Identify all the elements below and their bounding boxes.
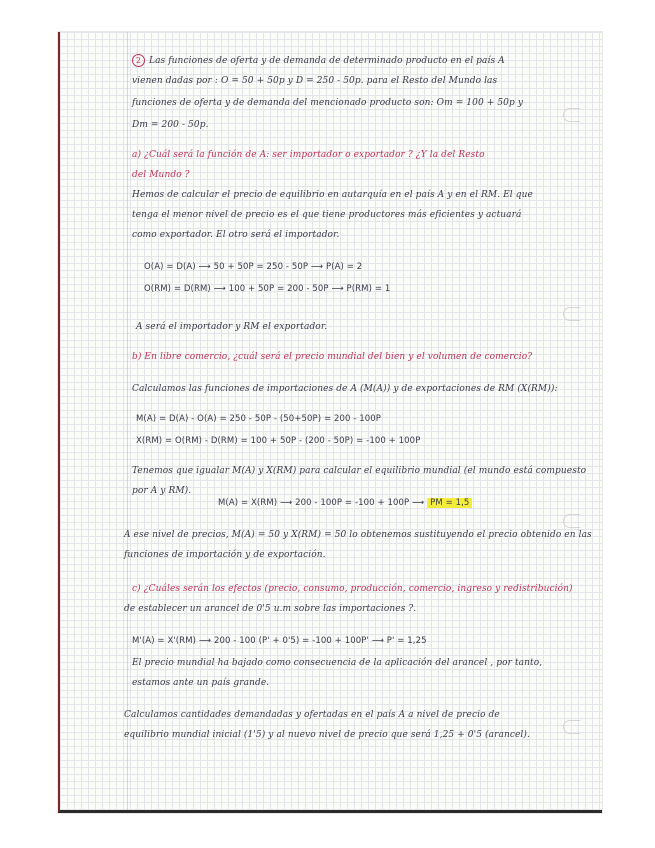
- part-c-text1-line-2: estamos ante un país grande.: [132, 678, 270, 688]
- problem-intro-line-1: 2 Las funciones de oferta y de demanda de determinado producto en el país A: [132, 54, 505, 67]
- part-a-answer-line-3: como exportador. El otro será el importador.: [132, 230, 340, 240]
- binder-hole: [563, 307, 580, 321]
- binder-hole: [563, 720, 580, 734]
- part-c-question-line-1: c) ¿Cuáles serán los efectos (precio, consumo, producción, comercio, ingreso y redistribución): [132, 584, 573, 594]
- problem-intro-line-3: funciones de oferta y de demanda del mencionado producto son: Om = 100 + 50p y: [132, 98, 523, 108]
- part-b-text1-line-2: por A y RM).: [132, 486, 192, 496]
- part-b-text2-line-1: A ese nivel de precios, M(A) = 50 y X(RM) = 50 lo obtenemos sustituyendo el precio obtenido en las: [124, 530, 592, 540]
- part-c-question-line-2: de establecer un arancel de 0'5 u.m sobre las importaciones ?.: [124, 604, 417, 614]
- problem-intro-line-2: vienen dadas por : O = 50 + 50p y D = 250 - 50p. para el Resto del Mundo las: [132, 76, 498, 86]
- part-a-answer-line-1: Hemos de calcular el precio de equilibrio en autarquía en el país A y en el RM. El que: [132, 190, 533, 200]
- part-b-text1-line-1: Tenemos que igualar M(A) y X(RM) para calcular el equilibrio mundial (el mundo está compuesto: [132, 466, 587, 476]
- part-a-conclusion: A será el importador y RM el exportador.: [136, 322, 328, 332]
- binder-hole: [563, 108, 580, 122]
- margin-line: [127, 32, 128, 810]
- part-b-equation-3: M(A) = X(RM) ⟶ 200 - 100P = -100 + 100P ⟶ PM = 1,5: [218, 498, 472, 508]
- notebook-page: [58, 32, 602, 813]
- problem-intro-line-4: Dm = 200 - 50p.: [132, 120, 209, 130]
- part-a-question-line-2: del Mundo ?: [132, 170, 190, 180]
- part-b-intro: Calculamos las funciones de importaciones de A (M(A)) y de exportaciones de RM (X(RM)):: [132, 384, 558, 394]
- part-b-equation-1: M(A) = D(A) - O(A) = 250 - 50P - (50+50P) = 200 - 100P: [136, 414, 382, 424]
- part-b-question: b) En libre comercio, ¿cuál será el precio mundial del bien y el volumen de comercio?: [132, 352, 533, 362]
- binder-hole: [563, 514, 580, 528]
- world-price-result: PM = 1,5: [427, 498, 472, 508]
- part-c-text1-line-1: El precio mundial ha bajado como consecuencia de la aplicación del arancel , por tanto,: [132, 658, 543, 668]
- part-a-equation-1: O(A) = D(A) ⟶ 50 + 50P = 250 - 50P ⟶ P(A) = 2: [144, 262, 363, 272]
- part-c-text2-line-1: Calculamos cantidades demandadas y ofertadas en el país A a nivel de precio de: [124, 710, 500, 720]
- problem-number: 2: [132, 54, 145, 67]
- part-c-text2-line-2: equilibrio mundial inicial (1'5) y al nuevo nivel de precio que será 1,25 + 0'5 (arancel).: [124, 730, 530, 740]
- part-b-text2-line-2: funciones de importación y de exportación.: [124, 550, 326, 560]
- part-a-equation-2: O(RM) = D(RM) ⟶ 100 + 50P = 200 - 50P ⟶ P(RM) = 1: [144, 284, 391, 294]
- part-b-equation-2: X(RM) = O(RM) - D(RM) = 100 + 50P - (200 - 50P) = -100 + 100P: [136, 436, 421, 446]
- part-a-question-line-1: a) ¿Cuál será la función de A: ser importador o exportador ? ¿Y la del Resto: [132, 150, 485, 160]
- part-a-answer-line-2: tenga el menor nivel de precio es el que tiene productores más eficientes y actuará: [132, 210, 522, 220]
- part-c-equation-1: M'(A) = X'(RM) ⟶ 200 - 100 (P' + 0'5) = -100 + 100P' ⟶ P' = 1,25: [132, 636, 427, 646]
